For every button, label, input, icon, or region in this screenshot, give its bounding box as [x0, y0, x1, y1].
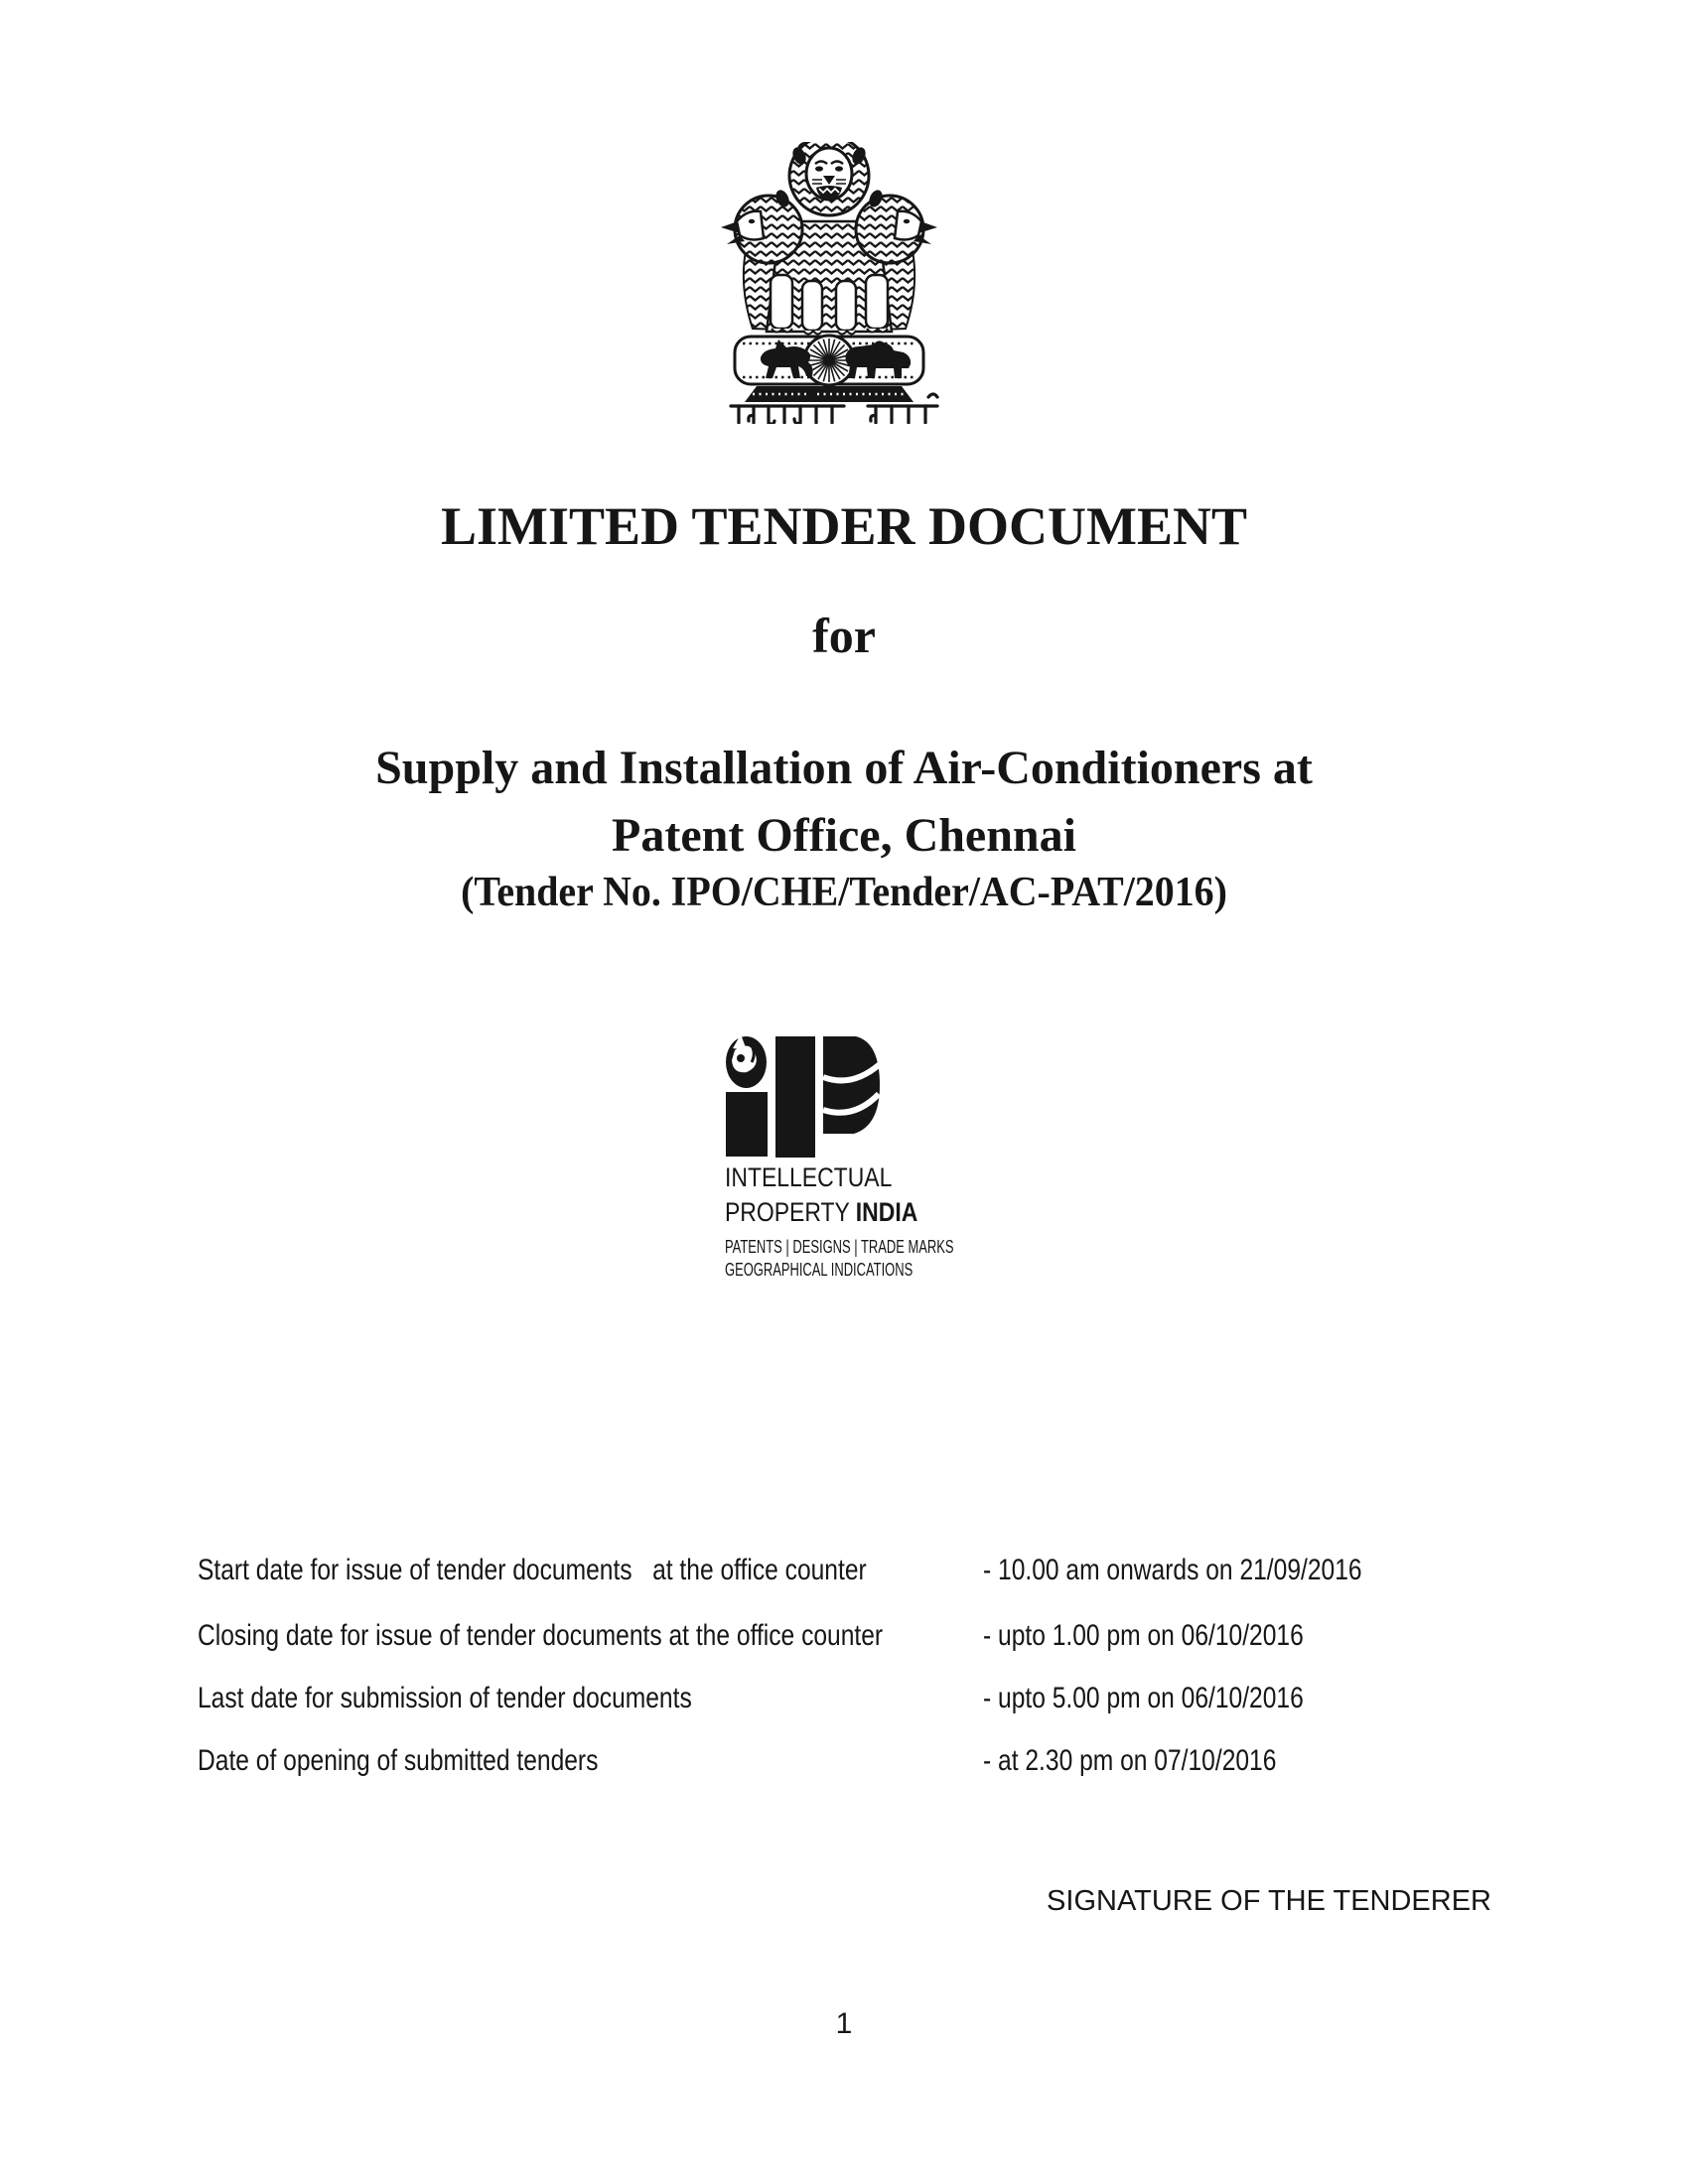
schedule-value: - at 2.30 pm on 07/10/2016: [983, 1744, 1277, 1777]
title-connector: for: [812, 608, 876, 663]
ip-monogram-icon: [705, 1023, 884, 1161]
lion-capital-graphic: [717, 142, 941, 424]
subject-line-2: Patent Office, Chennai: [612, 809, 1076, 862]
logo-text-services: PATENTS | DESIGNS | TRADE MARKS: [725, 1236, 954, 1257]
national-emblem-of-india: [717, 142, 941, 424]
logo-text-property-india: [725, 1199, 917, 1226]
schedule-value: - upto 1.00 pm on 06/10/2016: [983, 1619, 1304, 1652]
schedule-label: Start date for issue of tender documents at the office counter: [198, 1554, 867, 1586]
logo-text-property: PROPERTY: [725, 1197, 856, 1227]
subject-line-1: Supply and Installation of Air-Conditioners at: [375, 742, 1313, 794]
schedule-value: - upto 5.00 pm on 06/10/2016: [983, 1682, 1304, 1714]
schedule-label: Date of opening of submitted tenders: [198, 1744, 599, 1777]
schedule-row-submission-date: [198, 1682, 1538, 1717]
document-title: LIMITED TENDER DOCUMENT: [440, 496, 1248, 556]
logo-text-intellectual: INTELLECTUAL: [725, 1162, 893, 1192]
page-number: 1: [835, 2007, 853, 2040]
schedule-row-opening-date: [198, 1744, 1538, 1780]
tender-number: (Tender No. IPO/CHE/Tender/AC-PAT/2016): [461, 870, 1227, 915]
schedule-row-start-date: [198, 1554, 1538, 1589]
schedule-value: - 10.00 am onwards on 21/09/2016: [983, 1554, 1362, 1586]
intellectual-property-india-logo: [705, 1023, 1003, 1283]
tender-schedule: [198, 1554, 1538, 1792]
logo-text-geographical: GEOGRAPHICAL INDICATIONS: [725, 1259, 914, 1280]
schedule-label: Last date for submission of tender documents: [198, 1682, 692, 1714]
tender-subject: [0, 735, 1688, 870]
schedule-label: Closing date for issue of tender documents at the office counter: [198, 1619, 884, 1652]
schedule-row-closing-date: [198, 1619, 1538, 1655]
logo-text-india: INDIA: [855, 1197, 918, 1227]
signature-line: SIGNATURE OF THE TENDERER: [1047, 1885, 1491, 1917]
